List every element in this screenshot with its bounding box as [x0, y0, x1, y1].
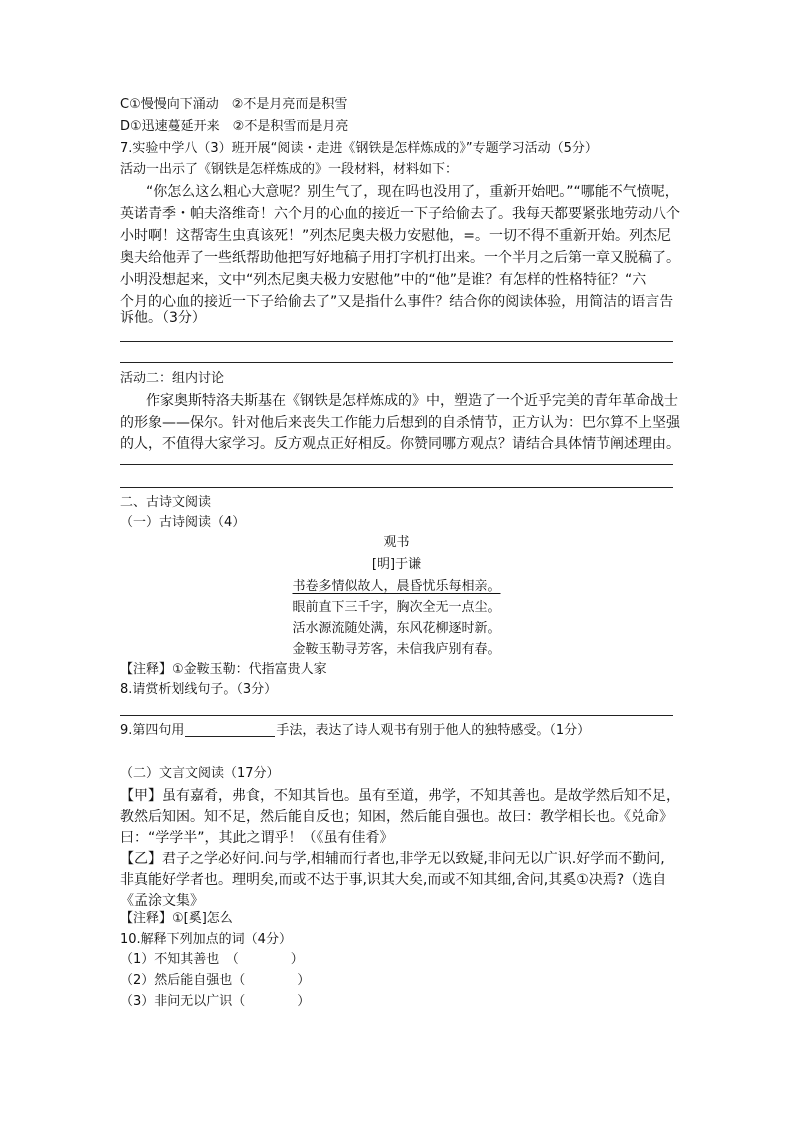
passage-line: “你怎么这么粗心大意呢？别生气了，现在吗也没用了，重新开始吧。”“哪能不气愤呢，	[146, 184, 679, 200]
question-7-title: 7.实验中学八（3）班开展“阅读・走进《钢铁是怎样炼成的》”专题学习活动（5分）	[120, 141, 598, 156]
question-10-item[interactable]: （1）不知其善也 （ ）	[120, 952, 304, 967]
passage-line: 奥夫给他弄了一些纸帮助他把写好地稿子用打字机打出来。一个半月之后第一章又脱稿了。	[120, 250, 680, 266]
passage-line: 小明没想起来，文中“列杰尼奥夫极力安慰他”中的“他”是谁？有怎样的性格特征？“六	[120, 272, 647, 288]
passage-line: 诉他。（3分）	[120, 310, 206, 326]
question-10-item[interactable]: （2）然后能自强也（ ）	[120, 973, 311, 988]
option-c: C①慢慢向下涌动 ②不是月亮而是积雪	[120, 97, 348, 112]
poem-title: 观书	[383, 535, 410, 550]
passage-jia-line: 教然后知困。知不足，然后能自反也；知困，然后能自强也。故曰：教学相长也。《兑命》	[120, 809, 673, 825]
classical-note: 【注释】①[奚]怎么	[120, 911, 233, 926]
passage-jia-line: 【甲】虽有嘉肴，弗食，不知其旨也。虽有至道，弗学，不知其善也。是故学然后知不足，	[120, 788, 680, 804]
passage-line: 小时啊！这帮寄生虫真该死！”列杰尼奥夫极力安慰他，=。一切不得不重新开始。列杰尼	[120, 228, 671, 244]
answer-line[interactable]	[120, 464, 673, 465]
poem-line-underlined: 书卷多情似故人，晨昏忧乐每相亲。	[292, 579, 501, 594]
question-8: 8.请赏析划线句子。（3分）	[120, 682, 278, 697]
answer-line[interactable]	[120, 487, 673, 488]
question-10-item[interactable]: （3）非问无以广识（ ）	[120, 994, 311, 1009]
classical-section-title: （二）文言文阅读（17分）	[120, 766, 280, 781]
section-2-title: 二、古诗文阅读	[120, 495, 212, 510]
passage-line: 英诺青季・帕夫洛维奇！六个月的心血的接近一下子给偷去了。我每天都要紧张地劳动八个	[120, 206, 680, 222]
poem-author: [明]于谦	[371, 557, 422, 572]
poem-note: 【注释】①金鞍玉勒：代指富贵人家	[120, 662, 327, 677]
question-9-suffix: 手法，表达了诗人观书有别于他人的独特感受。（1分）	[276, 723, 591, 738]
option-d: D①迅速蔓延开来 ②不是积雪而是月亮	[120, 119, 349, 134]
question-9-prefix: 9.第四句用	[120, 723, 185, 738]
answer-line[interactable]	[120, 341, 673, 342]
passage-yi-line: 非真能好学者也。理明矣,而或不达于事,识其大矣,而或不知其细,舍问,其奚①决焉?（选自	[120, 872, 667, 888]
passage-yi-line: 《孟涂文集》	[120, 893, 204, 909]
poem-line: 眼前直下三千字，胸次全无一点尘。	[292, 600, 501, 615]
activity-1-intro: 活动一出示了《钢铁是怎样炼成的》一段材料，材料如下：	[120, 162, 459, 177]
question-10: 10.解释下列加点的词（4分）	[120, 932, 292, 947]
activity-2-line: 的形象——保尔。针对他后来丧失工作能力后想到的自杀情节，正方认为：巴尔算不上坚强	[120, 415, 680, 431]
poem-line: 活水源流随处满，东风花柳逐时新。	[292, 621, 501, 636]
answer-line[interactable]	[120, 715, 673, 716]
activity-2-line: 的人，不值得大家学习。反方观点正好相反。你赞同哪方观点？请结合具体情节阐述理由。	[120, 436, 680, 452]
fill-blank[interactable]	[185, 722, 275, 737]
poem-line: 金鞍玉勒寻芳客，未信我庐别有春。	[292, 642, 501, 657]
passage-yi-line: 【乙】君子之学必好问.问与学,相辅而行者也,非学无以致疑,非问无以广识.好学而不勤问,	[120, 851, 665, 867]
activity-2-title: 活动二：组内讨论	[120, 371, 225, 386]
poem-section-title: （一）古诗阅读（4）	[120, 515, 246, 530]
passage-jia-line: 曰：“学学半”，其此之谓乎！（《虽有佳肴》	[120, 830, 394, 846]
question-9	[120, 722, 590, 740]
activity-2-line: 作家奥斯特洛夫斯基在《钢铁是怎样炼成的》中，塑造了一个近乎完美的青年革命战士	[146, 393, 678, 409]
passage-line: 个月的心血的接近一下子给偷去了”又是指什么事件？结合你的阅读体验，用简洁的语言告	[120, 294, 674, 310]
answer-line[interactable]	[120, 362, 673, 363]
